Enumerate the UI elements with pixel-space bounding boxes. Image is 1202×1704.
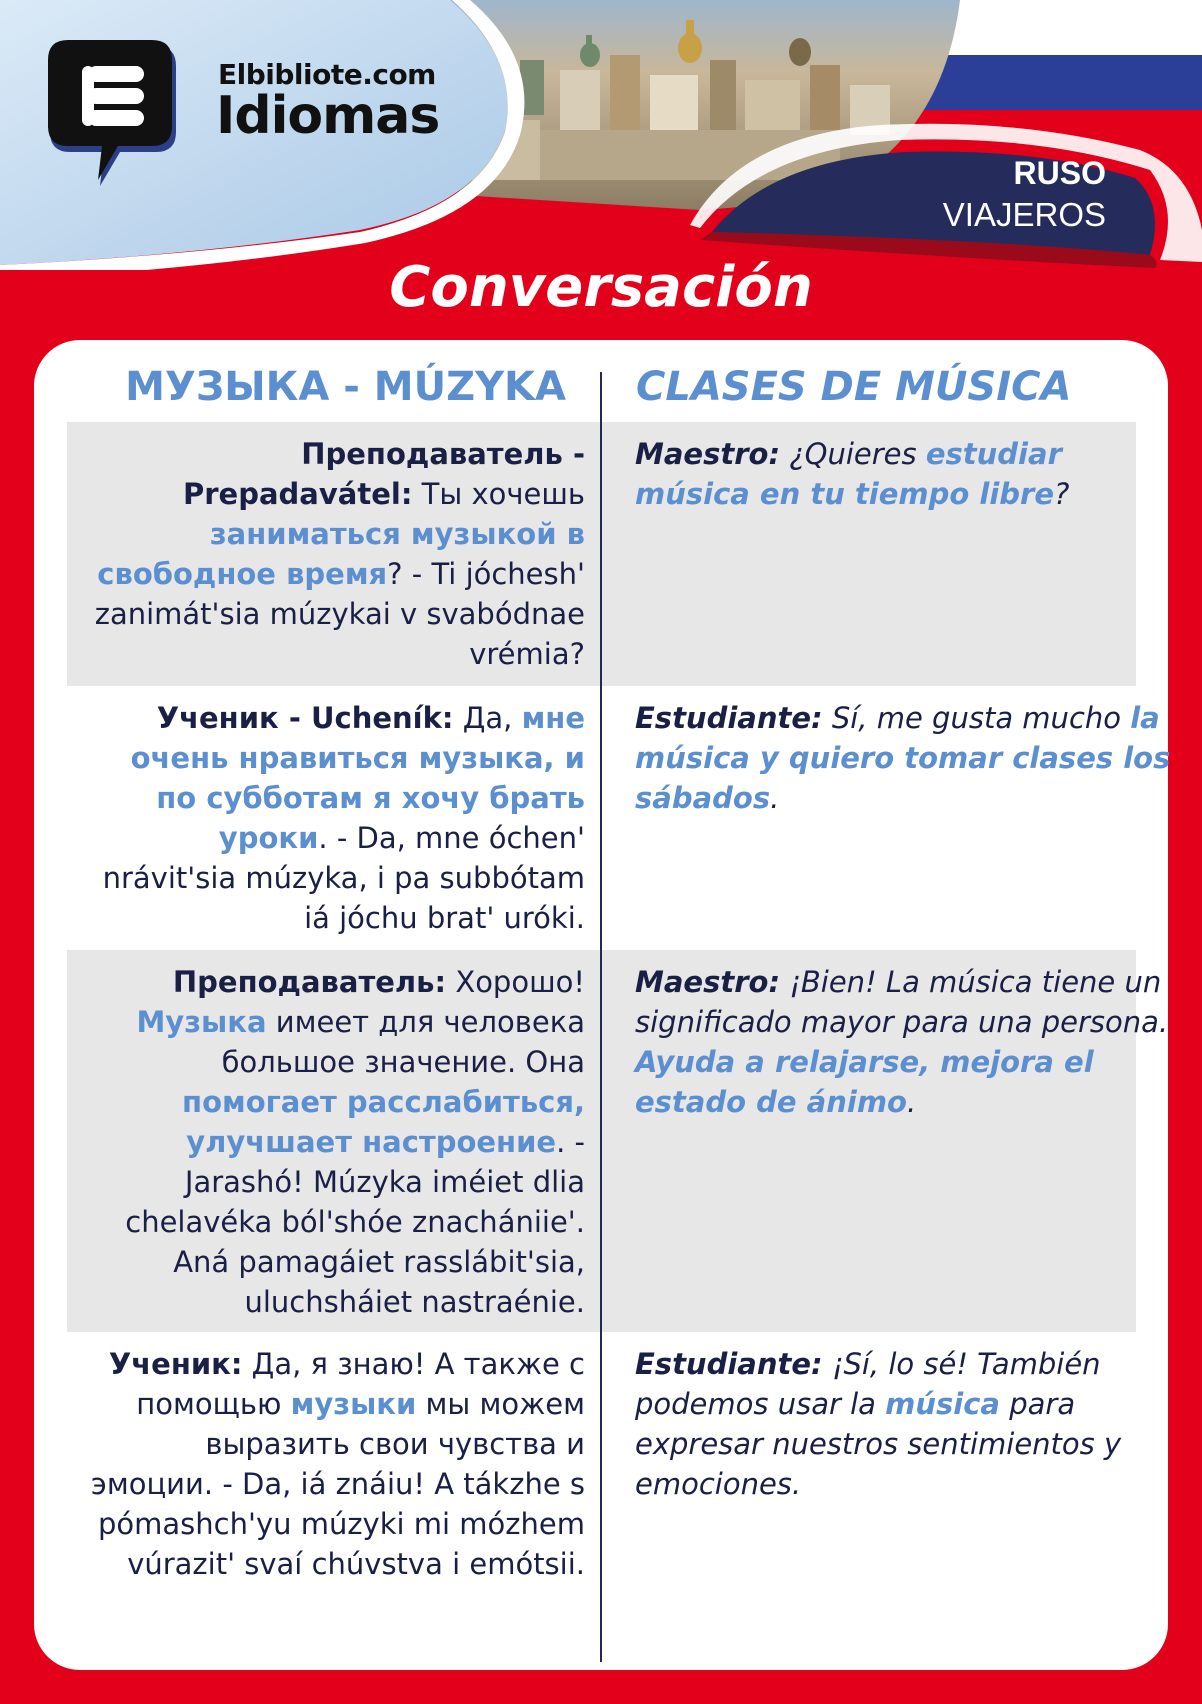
highlighted-phrase: música bbox=[885, 1387, 1000, 1421]
dialogue-text: . bbox=[906, 1085, 917, 1119]
page-title: Conversación bbox=[389, 255, 813, 320]
column-divider bbox=[600, 372, 602, 1662]
dialogue-text: ¿Quieres bbox=[780, 437, 926, 471]
column-heading-russian: МУЗЫКА - MÚZYKA bbox=[125, 364, 566, 410]
speaker-label: Преподаватель: bbox=[172, 965, 447, 999]
dialogue-text: Да, bbox=[453, 701, 522, 735]
dialogue-text: ? - Ti jóchesh' zanimát'sia múzykai v svabódnae vrémia? bbox=[94, 557, 585, 671]
dialogue-text: мы можем выразить свои чувства и эмоции. - Da, iá znáiu! A tákzhe s pómashch'yu múzyki mi mózhem vúrazit' svaí chúvstva i emótsii. bbox=[90, 1387, 585, 1581]
speaker-label: Преподаватель - Prepadavátel: bbox=[183, 437, 585, 511]
dialogue-text: ? bbox=[1054, 477, 1070, 511]
highlighted-phrase: мне очень нравиться музыка, и по субботам я хочу брать уроки bbox=[130, 701, 585, 855]
dialogue-text: Sí, me gusta mucho bbox=[822, 701, 1131, 735]
speaker-label: Estudiante: bbox=[635, 1347, 823, 1381]
highlighted-phrase: Ayuda a relajarse, mejora el estado de ánimo bbox=[635, 1045, 1094, 1119]
dialogue-text: ¡Sí, lo sé! También podemos usar la bbox=[635, 1347, 1101, 1421]
russian-text bbox=[85, 962, 585, 1322]
speaker-label: Estudiante: bbox=[635, 701, 823, 735]
highlighted-phrase: estudiar música en tu tiempo libre bbox=[635, 437, 1062, 511]
russian-text bbox=[85, 434, 585, 674]
spanish-text bbox=[635, 434, 1175, 514]
russian-text bbox=[85, 698, 585, 938]
dialogue-text: para expresar nuestros sentimientos y emociones. bbox=[635, 1387, 1122, 1501]
speaker-label: Ученик - Ucheník: bbox=[156, 701, 454, 735]
spanish-text bbox=[635, 698, 1175, 818]
spanish-text bbox=[635, 962, 1175, 1122]
dialogue-text: Ты хочешь bbox=[412, 477, 585, 511]
brand-site: Elbibliote.com bbox=[218, 58, 436, 91]
speaker-label: Maestro: bbox=[635, 965, 781, 999]
dialogue-text: Хорошо! bbox=[446, 965, 585, 999]
highlighted-phrase: помогает расслабиться, улучшает настроение bbox=[182, 1085, 585, 1159]
column-heading-spanish: CLASES DE MÚSICA bbox=[636, 364, 1072, 410]
dialogue-text: имеет для человека большое значение. Она bbox=[221, 1005, 585, 1079]
chat-bubble-icon bbox=[48, 40, 178, 190]
spanish-text bbox=[635, 1344, 1175, 1504]
highlighted-phrase: Музыка bbox=[136, 1005, 267, 1039]
dialogue-text: ¡Bien! La música tiene un significado mayor para una persona. bbox=[635, 965, 1169, 1039]
header bbox=[0, 0, 1202, 270]
speaker-label: Ученик: bbox=[108, 1347, 243, 1381]
highlighted-phrase: la música y quiero tomar clases los sábados bbox=[635, 701, 1171, 815]
brand-name: Idiomas bbox=[216, 86, 440, 146]
dialogue-text: . bbox=[770, 781, 780, 815]
highlighted-phrase: музыки bbox=[290, 1387, 417, 1421]
dialogue-text: . - Jarashó! Múzyka iméiet dlia chelavéka ból'shóe znachániie'. Aná pamagáiet rasslábit'sia, uluchsháiet nastraénie. bbox=[125, 1125, 585, 1319]
dialogue-text: Да, я знаю! А также с помощью bbox=[136, 1347, 585, 1421]
highlighted-phrase: заниматься музыкой в свободное время bbox=[97, 517, 585, 591]
level-label: VIAJEROS bbox=[942, 196, 1106, 233]
speaker-label: Maestro: bbox=[635, 437, 781, 471]
language-label: RUSO bbox=[1013, 155, 1106, 191]
dialogue-text: . - Da, mne óchen' nrávit'sia múzyka, i pa subbótam iá jóchu brat' uróki. bbox=[102, 821, 585, 935]
russian-text bbox=[85, 1344, 585, 1584]
